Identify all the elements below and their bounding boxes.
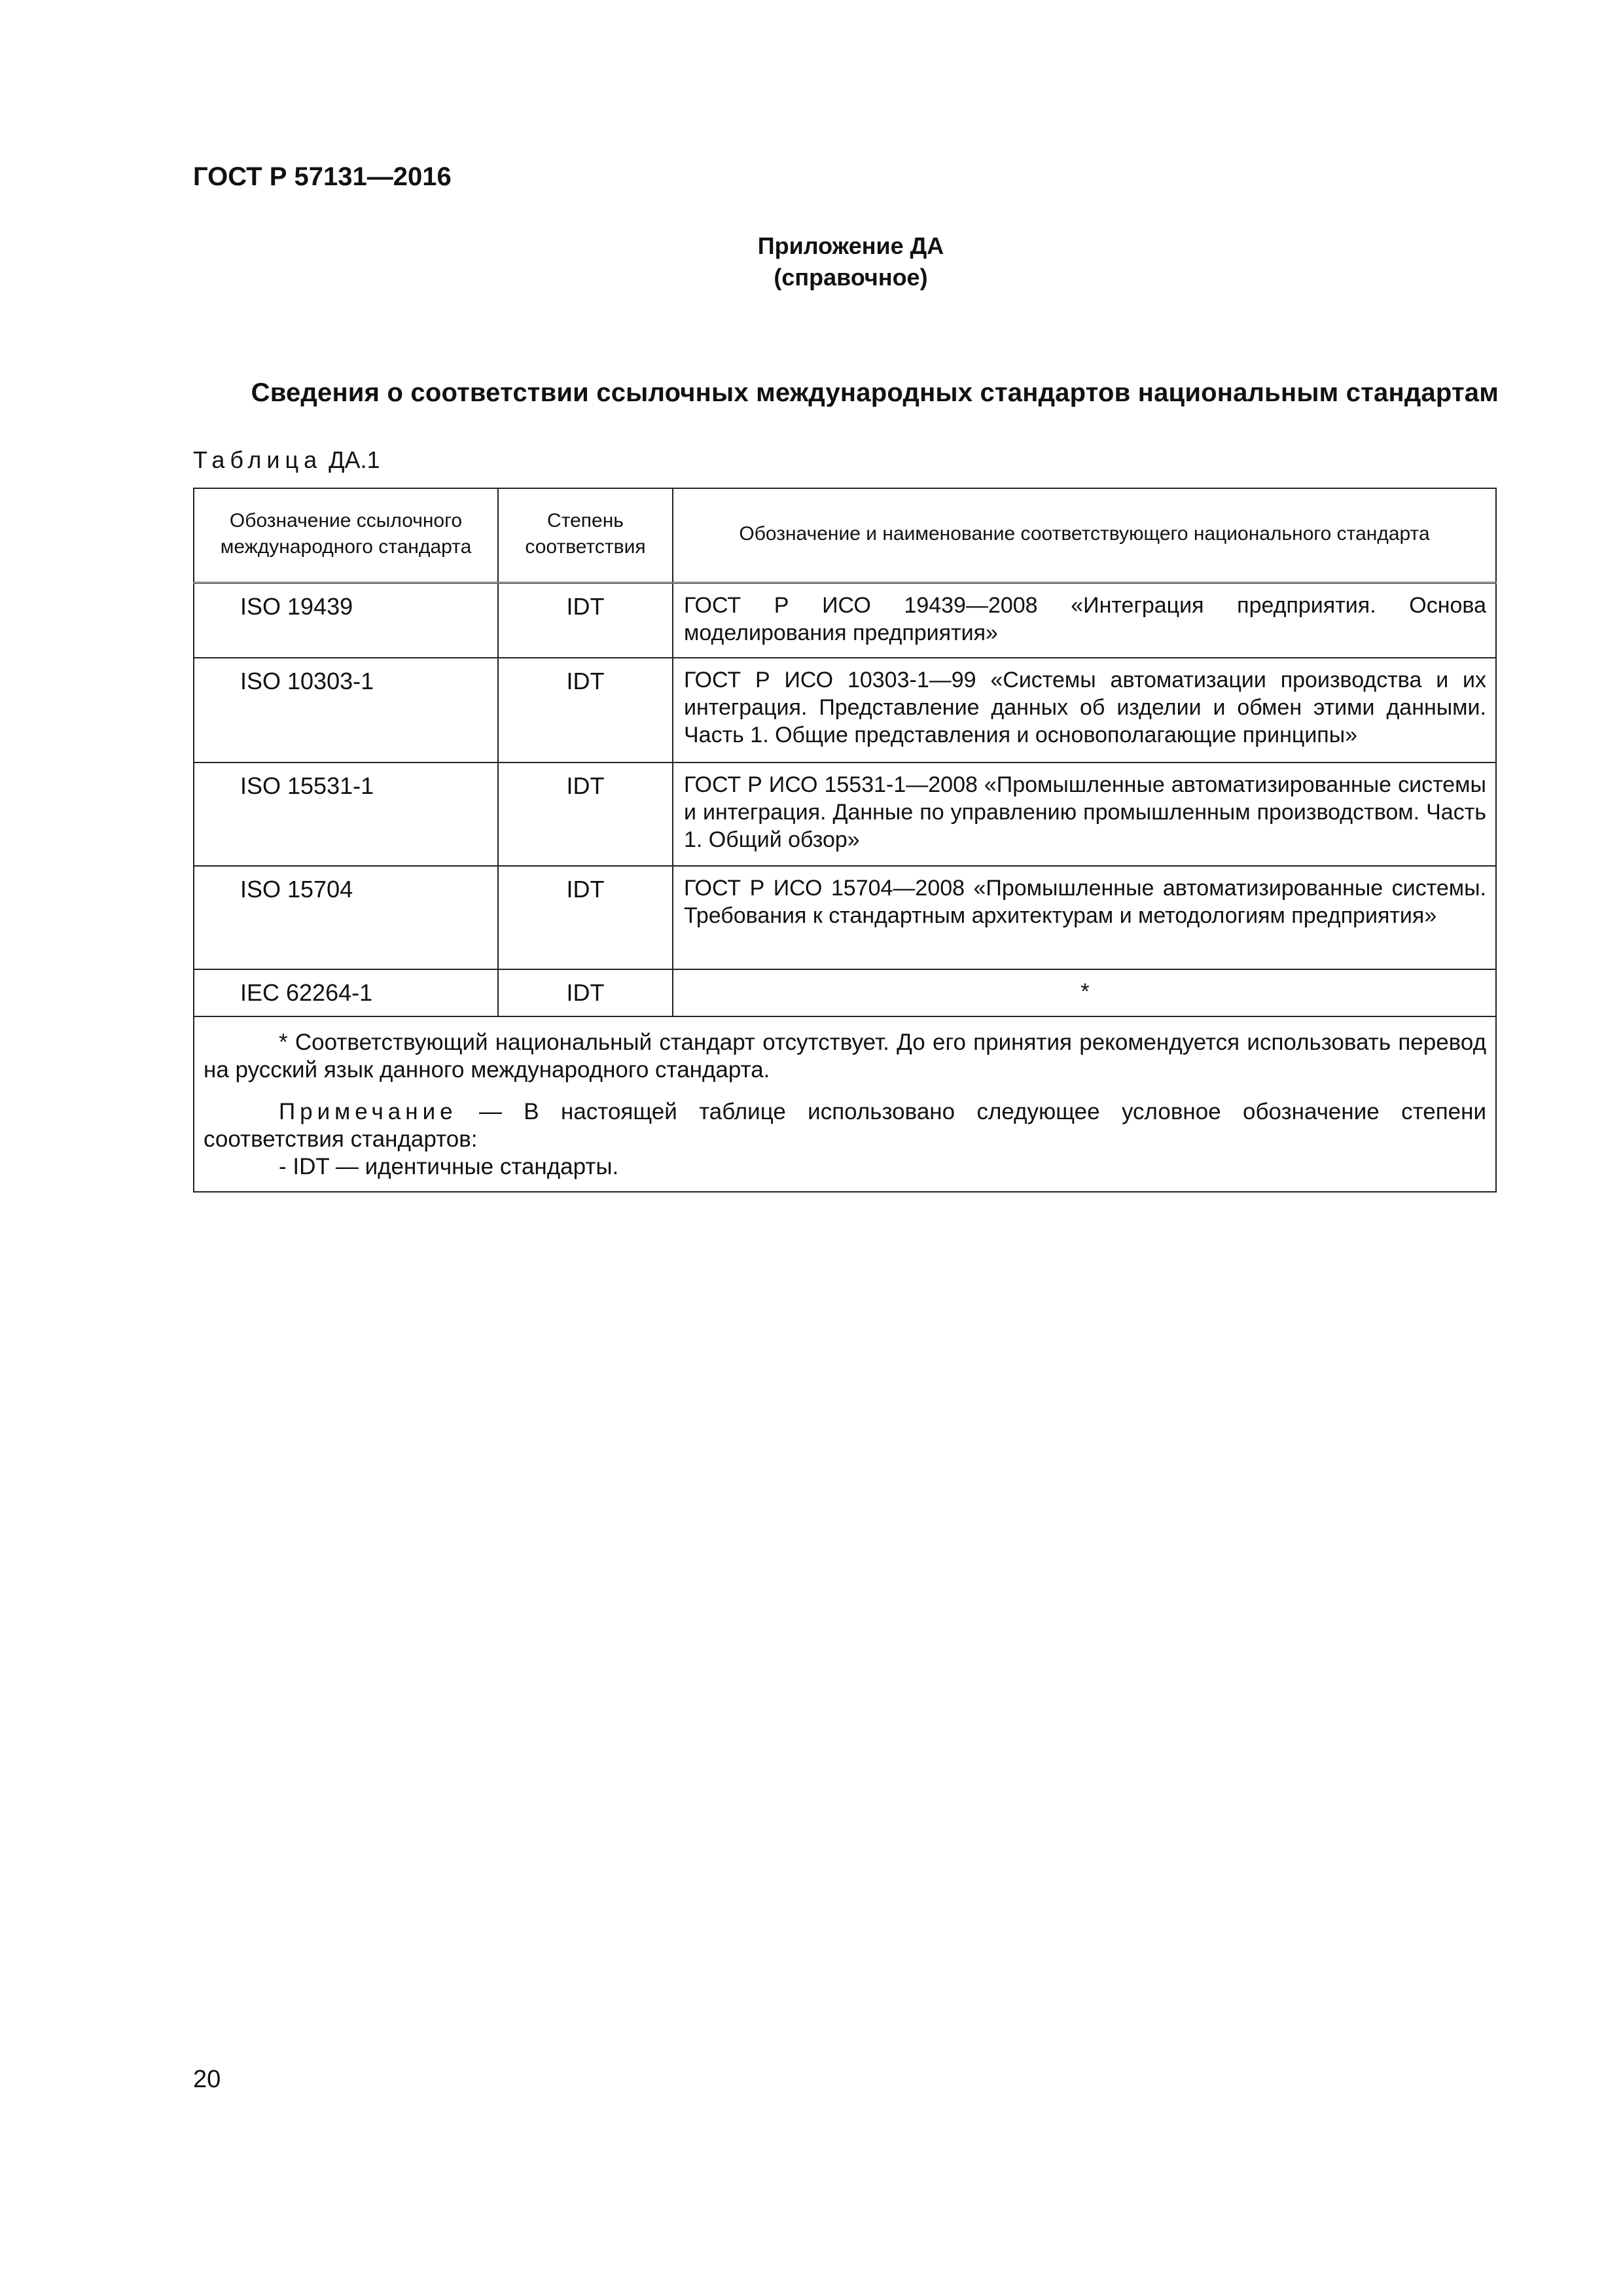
table-caption-word: Таблица bbox=[193, 446, 323, 473]
page-number: 20 bbox=[193, 2066, 221, 2093]
table-row bbox=[194, 658, 1496, 762]
section-heading: Сведения о соответствии ссылочных международных стандартов национальным стандартам bbox=[251, 378, 1499, 407]
standard-cell: ISO 15704 bbox=[194, 866, 498, 969]
standard-cell: ISO 19439 bbox=[194, 583, 498, 658]
national-standard-cell: ГОСТ Р ИСО 15531-1—2008 «Промышленные автоматизированные системы и интеграция. Данные по управлению промышленным производством. Часть 1. Общий обзор» bbox=[673, 762, 1496, 866]
degree-cell: IDT bbox=[498, 658, 673, 762]
table-header-row bbox=[194, 488, 1496, 579]
column-header-standard: Обозначение ссылочного международного стандарта bbox=[194, 488, 498, 579]
degree-cell: IDT bbox=[498, 866, 673, 969]
table-row bbox=[194, 762, 1496, 866]
table-row bbox=[194, 866, 1496, 969]
document-code: ГОСТ Р 57131—2016 bbox=[193, 162, 452, 191]
table-row bbox=[194, 969, 1496, 1016]
table-footer-row bbox=[194, 1016, 1496, 1192]
table-caption bbox=[193, 446, 380, 474]
correspondence-table bbox=[193, 488, 1497, 1193]
standard-cell: ISO 15531-1 bbox=[194, 762, 498, 866]
note-text: — В настоящей таблице использовано следующее условное обозначение степени соответствия стандартов: bbox=[204, 1098, 1486, 1152]
table-footer bbox=[194, 1016, 1496, 1192]
note-list-item: - IDT — идентичные стандарты. bbox=[279, 1153, 619, 1179]
standard-cell: ISO 10303-1 bbox=[194, 658, 498, 762]
footnote: * Соответствующий национальный стандарт отсутствует. До его принятия рекомендуется использовать перевод на русский язык данного международного стандарта. bbox=[204, 1029, 1486, 1083]
table-row bbox=[194, 583, 1496, 658]
degree-cell: IDT bbox=[498, 762, 673, 866]
standard-cell: IEC 62264-1 bbox=[194, 969, 498, 1016]
degree-cell: IDT bbox=[498, 583, 673, 658]
appendix-type: (справочное) bbox=[774, 264, 928, 291]
national-standard-cell: ГОСТ Р ИСО 19439—2008 «Интеграция предприятия. Основа моделирования предприятия» bbox=[673, 583, 1496, 658]
column-header-national: Обозначение и наименование соответствующего национального стандарта bbox=[673, 488, 1496, 579]
note bbox=[204, 1098, 1486, 1153]
table-caption-number: ДА.1 bbox=[329, 446, 380, 473]
national-standard-cell: * bbox=[673, 969, 1496, 1016]
national-standard-cell: ГОСТ Р ИСО 10303-1—99 «Системы автоматизации производства и их интеграция. Представление данных об изделии и обмен этими данными. Часть 1. Общие представления и основополагающие принципы» bbox=[673, 658, 1496, 762]
column-header-degree: Степень соответствия bbox=[498, 488, 673, 579]
degree-cell: IDT bbox=[498, 969, 673, 1016]
national-standard-cell: ГОСТ Р ИСО 15704—2008 «Промышленные автоматизированные системы. Требования к стандартным архитектурам и методологиям предприятия» bbox=[673, 866, 1496, 969]
note-label: Примечание bbox=[279, 1098, 457, 1124]
appendix-title: Приложение ДА bbox=[757, 232, 944, 259]
